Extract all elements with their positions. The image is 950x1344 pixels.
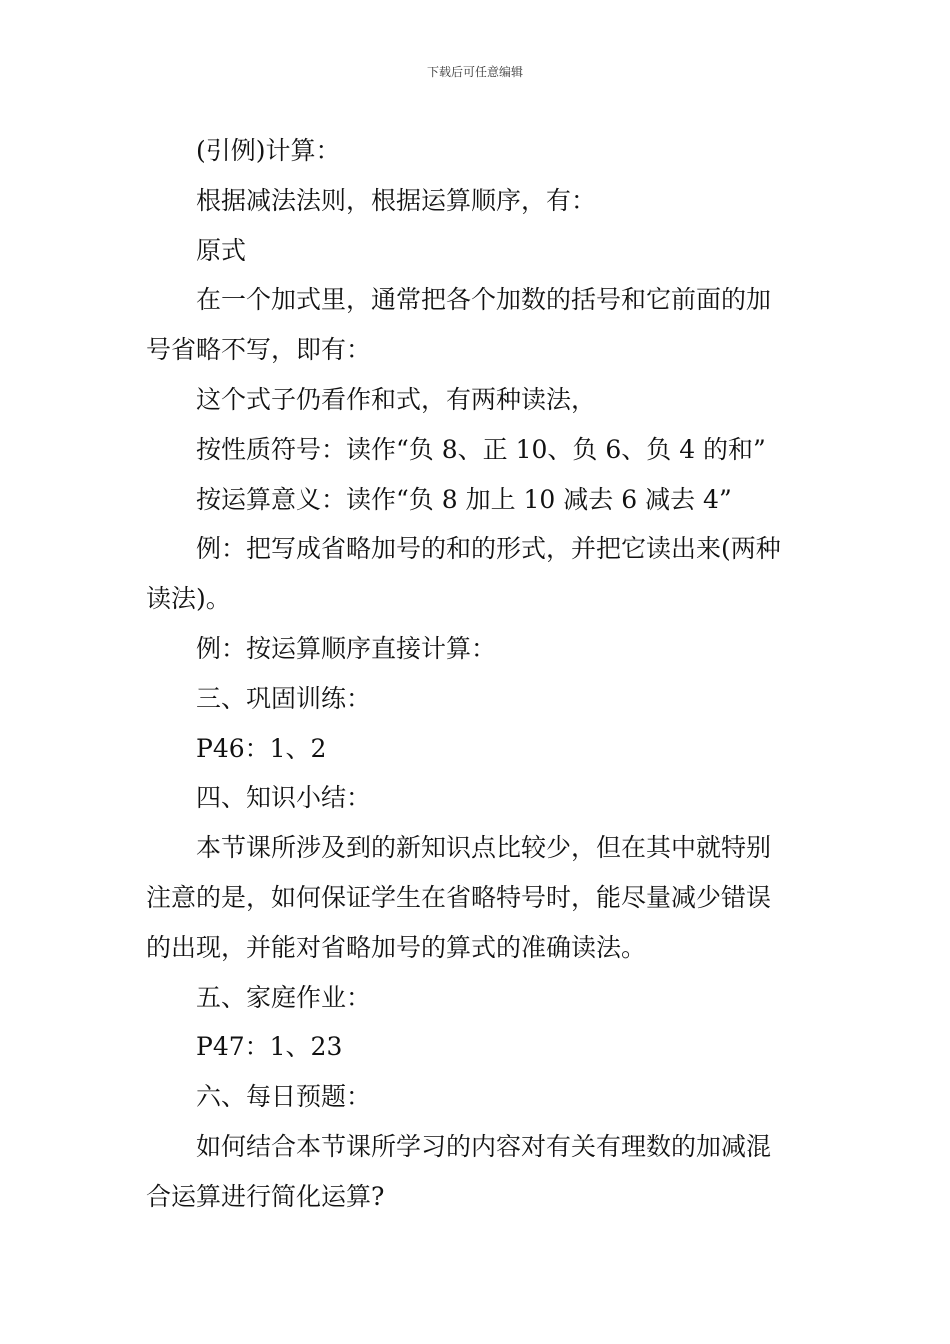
line-example-intro: (引例)计算： bbox=[196, 136, 341, 165]
line-two-readings: 这个式子仍看作和式，有两种读法， bbox=[196, 384, 597, 414]
line-reading-by-operation: 按运算意义：读作“负 8 加上 10 减去 6 减去 4” bbox=[196, 484, 732, 514]
section-heading-homework: 五、家庭作业： bbox=[196, 982, 372, 1012]
line-subtraction-rule: 根据减法法则，根据运算顺序，有： bbox=[196, 185, 597, 215]
line-example-write-2: 读法)。 bbox=[146, 584, 231, 614]
line-reading-by-sign: 按性质符号：读作“负 8、正 10、负 6、负 4 的和” bbox=[196, 434, 766, 464]
line-homework-pages: P47：1、23 bbox=[196, 1032, 343, 1062]
line-summary-2: 注意的是，如何保证学生在省略特号时，能尽量减少错误 bbox=[146, 882, 772, 912]
section-heading-practice: 三、巩固训练： bbox=[196, 683, 372, 713]
line-preview-1: 如何结合本节课所学习的内容对有关有理数的加减混 bbox=[196, 1131, 772, 1161]
line-omit-brackets-1: 在一个加式里，通常把各个加数的括号和它前面的加 bbox=[196, 285, 772, 315]
line-example-compute: 例：按运算顺序直接计算： bbox=[196, 633, 497, 663]
document-body bbox=[146, 126, 811, 1222]
line-summary-1: 本节课所涉及到的新知识点比较少，但在其中就特别 bbox=[196, 833, 772, 863]
line-omit-brackets-2: 号省略不写，即有： bbox=[146, 335, 372, 365]
line-preview-2: 合运算进行简化运算? bbox=[146, 1181, 385, 1211]
section-heading-preview: 六、每日预题： bbox=[196, 1082, 372, 1112]
line-original-expression: 原式 bbox=[196, 235, 247, 265]
page-header-note: 下载后可任意编辑 bbox=[426, 65, 523, 79]
line-summary-3: 的出现，并能对省略加号的算式的准确读法。 bbox=[146, 932, 647, 962]
line-example-write-1: 例：把写成省略加号的和的形式，并把它读出来(两种 bbox=[196, 534, 781, 564]
section-heading-summary: 四、知识小结： bbox=[196, 783, 372, 813]
line-practice-pages: P46：1、2 bbox=[196, 733, 327, 763]
